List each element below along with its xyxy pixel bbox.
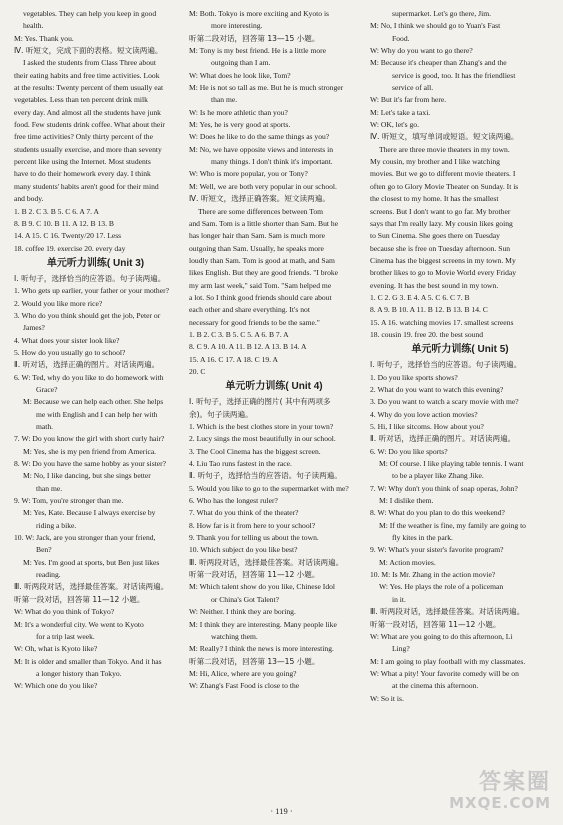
text-line: vegetables. They can help you keep in good: [23, 9, 157, 18]
text-line: service is good, too. It has the friendliest: [392, 70, 516, 80]
text-line: 1. B 2. C 3. B 5. C 5. A 6. B 7. A: [189, 329, 289, 339]
text-line: me with English and I can help her with: [36, 409, 158, 419]
section-heading: 单元听力训练( Unit 3): [46, 257, 145, 269]
section-heading: 单元听力训练( Unit 4): [225, 381, 323, 393]
text-line: 听第一段对话，回答第 11—12 小题。: [189, 570, 320, 580]
text-line: says that I'm really lazy. My cousin likes going: [370, 218, 513, 228]
text-line: 10. W: Jack, are you stronger than your friend,: [14, 533, 156, 543]
text-line: Ⅲ. 听两段对话，选择最佳答案。对话读两遍。: [14, 582, 169, 592]
text-line: W: Yes. He plays the role of a policeman: [379, 582, 504, 592]
text-line: their eating habits and free time activities. Look: [14, 70, 160, 80]
text-line: W: OK, let's go.: [370, 120, 419, 130]
text-line: 1. B 2. C 3. B 5. C 6. A 7. A: [14, 206, 100, 216]
text-line: M: Action movies.: [379, 557, 436, 567]
text-line: 2. What do you want to watch this evening?: [370, 384, 504, 394]
text-line: W: Zhang's Fast Food is close to the: [189, 681, 300, 691]
text-line: health.: [23, 21, 44, 31]
text-line: the closest to my home. It has the smallest: [370, 194, 499, 204]
text-line: supermarket. Let's go there, Jim.: [392, 9, 492, 18]
text-line: 9. W: Tom, you're stronger than me.: [14, 496, 124, 506]
text-line: There are some differences between Tom: [198, 206, 324, 216]
text-line: M: Really? I think the news is more interesting.: [189, 644, 334, 654]
text-line: M: It is older and smaller than Tokyo. And it has: [14, 656, 162, 666]
text-line: every day. And almost all the students have junk: [14, 107, 161, 117]
text-line: W: Which one do you like?: [14, 681, 98, 691]
text-line: riding a bike.: [36, 520, 77, 530]
text-line: 18. coffee 19. exercise 20. every day: [14, 243, 126, 253]
text-line: I asked the students from Class Three about: [23, 58, 156, 68]
text-line: James?: [23, 323, 45, 333]
text-line: M: No, I like dancing, but she sings better: [23, 471, 151, 481]
text-line: for a trip last week.: [36, 631, 95, 641]
text-line: 6. Who has the longest ruler?: [189, 496, 278, 506]
text-line: 15. A 16. watching movies 17. smallest screens: [370, 317, 514, 327]
page-number: · 119 ·: [270, 806, 293, 816]
text-line: 8. W: What do you plan to do this weekend?: [370, 508, 505, 518]
section-heading: 单元听力训练( Unit 5): [411, 344, 509, 356]
text-line: has longer hair than Sam. Sam is much more: [189, 231, 326, 241]
text-line: than me.: [211, 95, 238, 105]
text-line: to Sun Cinema. She goes there on Tuesday: [370, 231, 500, 241]
text-line: 3. The Cool Cinema has the biggest screen.: [189, 446, 321, 456]
text-line: 8. B 9. C 10. B 11. A 12. B 13. B: [14, 218, 114, 228]
text-line: outgoing than I am.: [211, 58, 271, 68]
text-line: M: He is not so tall as me. But he is much stronger: [189, 83, 344, 93]
text-line: free time activities? Only thirty percent of the: [14, 132, 153, 142]
text-line: 5. Would you like to go to the supermarket with me?: [189, 483, 349, 493]
text-line: 听第一段对话，回答第 11—12 小题。: [370, 619, 501, 629]
text-line: M: Both. Tokyo is more exciting and Kyoto is: [189, 9, 330, 18]
text-line: 5. Hi, I like sitcoms. How about you?: [370, 422, 484, 431]
text-line: W: What does he look like, Tom?: [189, 70, 291, 80]
text-line: M: Because it's cheaper than Zhang's and the: [370, 58, 507, 68]
text-line: to be a player like Zhang Jike.: [392, 471, 484, 481]
text-line: Ⅲ. 听两段对话，选择最佳答案。对话读两遍。: [189, 557, 344, 567]
text-line: There are three movie theaters in my town.: [379, 144, 510, 154]
text-line: M: No, I think we should go to Yuan's Fast: [370, 21, 501, 31]
text-line: M: Well, we are both very popular in our school.: [189, 181, 337, 191]
text-line: 8. A 9. B 10. A 11. B 12. B 13. B 14. C: [370, 305, 488, 315]
text-line: M: Which talent show do you like, Chinese Idol: [189, 582, 336, 592]
text-line: my arm last week," said Tom. "Sam helped me: [189, 280, 332, 290]
text-line: M: Yes. Thank you.: [14, 33, 74, 43]
text-line: Ⅳ. 听短文，完成下面的表格。短文读两遍。: [14, 46, 163, 56]
text-line: W: What do you think of Tokyo?: [14, 607, 115, 617]
text-line: watching them.: [211, 631, 258, 641]
text-line: 7. What do you think of the theater?: [189, 508, 299, 518]
text-line: W: What are you going to do this afternoon, Li: [370, 631, 513, 641]
text-line: outgoing than Sam. Usually, he speaks more: [189, 243, 324, 253]
text-line: a lot. So I think good friends should care about: [189, 292, 332, 302]
text-line: 9. W: What's your sister's favorite program?: [370, 545, 504, 555]
text-line: at the results: Twenty percent of them usually eat: [14, 83, 164, 93]
text-line: and body.: [14, 194, 44, 204]
text-line: food. Few students drink coffee. What about their: [14, 120, 165, 130]
text-line: 3. Who do you think should get the job, Peter or: [14, 310, 161, 320]
text-line: Ⅱ. 听句子，选择恰当的应答语。句子读两遍。: [189, 471, 342, 481]
text-line: W: So it is.: [370, 693, 404, 703]
text-line: brother likes to go to Movie World every Friday: [370, 268, 517, 278]
text-line: service of all.: [392, 83, 434, 93]
text-line: Food.: [392, 33, 410, 43]
text-line: W: Neither. I think they are boring.: [189, 607, 296, 617]
text-line: M: Yes, Kate. Because I always exercise by: [23, 508, 156, 518]
text-line: 1. C 2. G 3. E 4. A 5. C 6. C 7. B: [370, 292, 470, 302]
text-line: W: Why do you want to go there?: [370, 46, 473, 56]
text-line: have to do their homework every day. I think: [14, 169, 151, 179]
text-line: 听第一段对话，回答第 11—12 小题。: [14, 594, 145, 604]
text-line: M: No, we have opposite views and interests in: [189, 144, 334, 154]
text-line: 9. Thank you for telling us about the town.: [189, 533, 319, 543]
text-line: because she is free on Tuesday afternoon. Sun: [370, 243, 511, 253]
text-line: M: Yes, he is very good at sports.: [189, 120, 291, 130]
text-line: 7. W: Do you know the girl with short curly hair?: [14, 434, 165, 444]
column-left: [14, 8, 177, 693]
column-right: [370, 8, 550, 705]
text-line: 1. Who gets up earlier, your father or your mother?: [14, 286, 169, 296]
text-line: percent like using the Internet. Most students: [14, 157, 151, 167]
text-line: at the cinema this afternoon.: [392, 681, 479, 691]
text-line: Ⅳ. 听短文，选择正确答案。短文读两遍。: [189, 194, 330, 204]
text-line: necessary for good friends to be the same.": [189, 317, 320, 327]
text-line: screens. But I don't want to go far. My brother: [370, 206, 511, 216]
text-line: many students' habits aren't good for their mind: [14, 181, 159, 191]
text-line: Ⅱ. 听对话，选择正确的图片。对话读两遍。: [14, 360, 160, 370]
text-line: M: Because we can help each other. She helps: [23, 397, 164, 407]
text-line: a longer history than Tokyo.: [36, 668, 122, 678]
text-line: 1. Which is the best clothes store in your town?: [189, 422, 334, 431]
text-line: 4. What does your sister look like?: [14, 335, 120, 345]
text-line: M: Yes. I'm good at sports, but Ben just likes: [23, 557, 160, 567]
text-line: 7. W: Why don't you think of soap operas, John?: [370, 483, 518, 493]
text-line: Grace?: [36, 384, 58, 394]
text-line: evening. It has the best sound in my town.: [370, 280, 499, 290]
text-line: M: Of course. I like playing table tennis. I want: [379, 459, 524, 469]
text-line: Ling?: [392, 644, 410, 654]
text-line: Ⅳ. 听短文，填写单词或短语。短文读两遍。: [370, 132, 519, 142]
text-line: fly kites in the park.: [392, 533, 453, 543]
text-line: likes English. But they are good friends. "I broke: [189, 268, 339, 278]
text-line: M: I think they are interesting. Many people like: [189, 619, 337, 629]
text-line: M: Tony is my best friend. He is a little more: [189, 46, 327, 56]
text-line: W: Is he more athletic than you?: [189, 107, 288, 117]
text-line: 14. A 15. C 16. Twenty/20 17. Less: [14, 231, 122, 241]
text-line: math.: [36, 422, 54, 431]
text-line: W: Who is more popular, you or Tony?: [189, 169, 308, 179]
text-line: My cousin, my brother and I like watching: [370, 157, 500, 167]
text-line: Ⅲ. 听两段对话，选择最佳答案。对话读两遍。: [370, 607, 525, 617]
text-line: M: Hi, Alice, where are you going?: [189, 668, 297, 678]
text-line: M: Yes, she is my pen friend from America.: [23, 446, 157, 456]
text-line: or China's Got Talent?: [211, 594, 279, 604]
text-line: more interesting.: [211, 21, 263, 31]
text-line: often go to Glory Movie Theater on Sunday. It is: [370, 181, 519, 191]
text-line: in it.: [392, 594, 406, 604]
text-line: 3. Do you want to watch a scary movie with me?: [370, 397, 519, 407]
text-line: W: What a pity! Your favorite comedy will be on: [370, 668, 519, 678]
text-line: M: I dislike them.: [379, 496, 434, 506]
text-line: 2. Lucy sings the most beautifully in our school.: [189, 434, 336, 444]
text-line: M: If the weather is fine, my family are going to: [379, 520, 526, 530]
text-line: 8. W: Do you have the same hobby as your sister?: [14, 459, 167, 469]
text-line: 10. M: Is Mr. Zhang in the action movie?: [370, 570, 496, 580]
text-line: 8. C 9. A 10. A 11. B 12. A 13. B 14. A: [189, 342, 307, 352]
text-line: Ⅰ. 听句子，选择恰当的应答语。句子读两遍。: [370, 360, 522, 370]
text-line: M: Let's take a taxi.: [370, 107, 431, 117]
text-line: 听第二段对话，回答第 13—15 小题。: [189, 656, 320, 666]
text-line: each other and share everything. It's not: [189, 305, 310, 315]
text-line: Ⅰ. 听句子，选择正确的图片( 其中有两项多: [189, 397, 331, 407]
text-line: 4. Why do you love action movies?: [370, 409, 478, 419]
text-line: reading.: [36, 570, 61, 580]
text-line: W: But it's far from here.: [370, 95, 447, 105]
text-line: 1. Do you like sports shows?: [370, 372, 458, 382]
text-line: and Sam. Tom is a little shorter than Sam. But he: [189, 218, 339, 228]
watermark-line2: MXQE.COM: [449, 794, 551, 812]
text-line: 5. How do you usually go to school?: [14, 347, 126, 357]
text-line: 6. W: Do you like sports?: [370, 446, 448, 456]
text-line: movies. But we go to different movie theaters. I: [370, 169, 516, 179]
text-line: Ⅱ. 听对话，选择正确的图片。对话读两遍。: [370, 434, 516, 444]
text-line: than me.: [36, 483, 63, 493]
text-line: 2. Would you like more rice?: [14, 298, 103, 308]
text-line: Ⅰ. 听句子，选择恰当的应答语。句子读两遍。: [14, 273, 166, 283]
text-line: students usually exercise, and more than seventy: [14, 144, 162, 154]
text-line: vegetables. Less than ten percent drink milk: [14, 95, 148, 105]
watermark-logo: [423, 771, 551, 815]
text-line: Ben?: [36, 545, 52, 555]
text-line: 20. C: [189, 366, 206, 376]
text-line: 15. A 16. C 17. A 18. C 19. A: [189, 354, 279, 364]
text-line: Cinema has the biggest screens in my town. My: [370, 255, 516, 265]
text-line: 6. W: Ted, why do you like to do homework with: [14, 372, 164, 382]
text-line: loudly than Sam. Tom is good at math, and Sam: [189, 255, 335, 265]
text-line: 18. cousin 19. free 20. the best sound: [370, 329, 484, 339]
text-line: W: Oh, what is Kyoto like?: [14, 644, 98, 654]
text-line: 10. Which subject do you like best?: [189, 545, 298, 555]
text-line: M: I am going to play football with my classmates.: [370, 656, 526, 666]
text-line: 4. Liu Tao runs fastest in the race.: [189, 459, 292, 469]
text-line: 听第二段对话，回答第 13—15 小题。: [189, 33, 320, 43]
text-line: M: It's a wonderful city. We went to Kyoto: [14, 619, 144, 629]
text-line: 8. How far is it from here to your school?: [189, 520, 316, 530]
text-line: 余)。句子读两遍。: [189, 409, 253, 419]
text-line: W: Does he like to do the same things as you?: [189, 132, 330, 142]
watermark-line1: 答案圈: [478, 770, 551, 795]
text-line: many things. I don't think it's important.: [211, 157, 333, 167]
column-middle: [189, 8, 359, 693]
